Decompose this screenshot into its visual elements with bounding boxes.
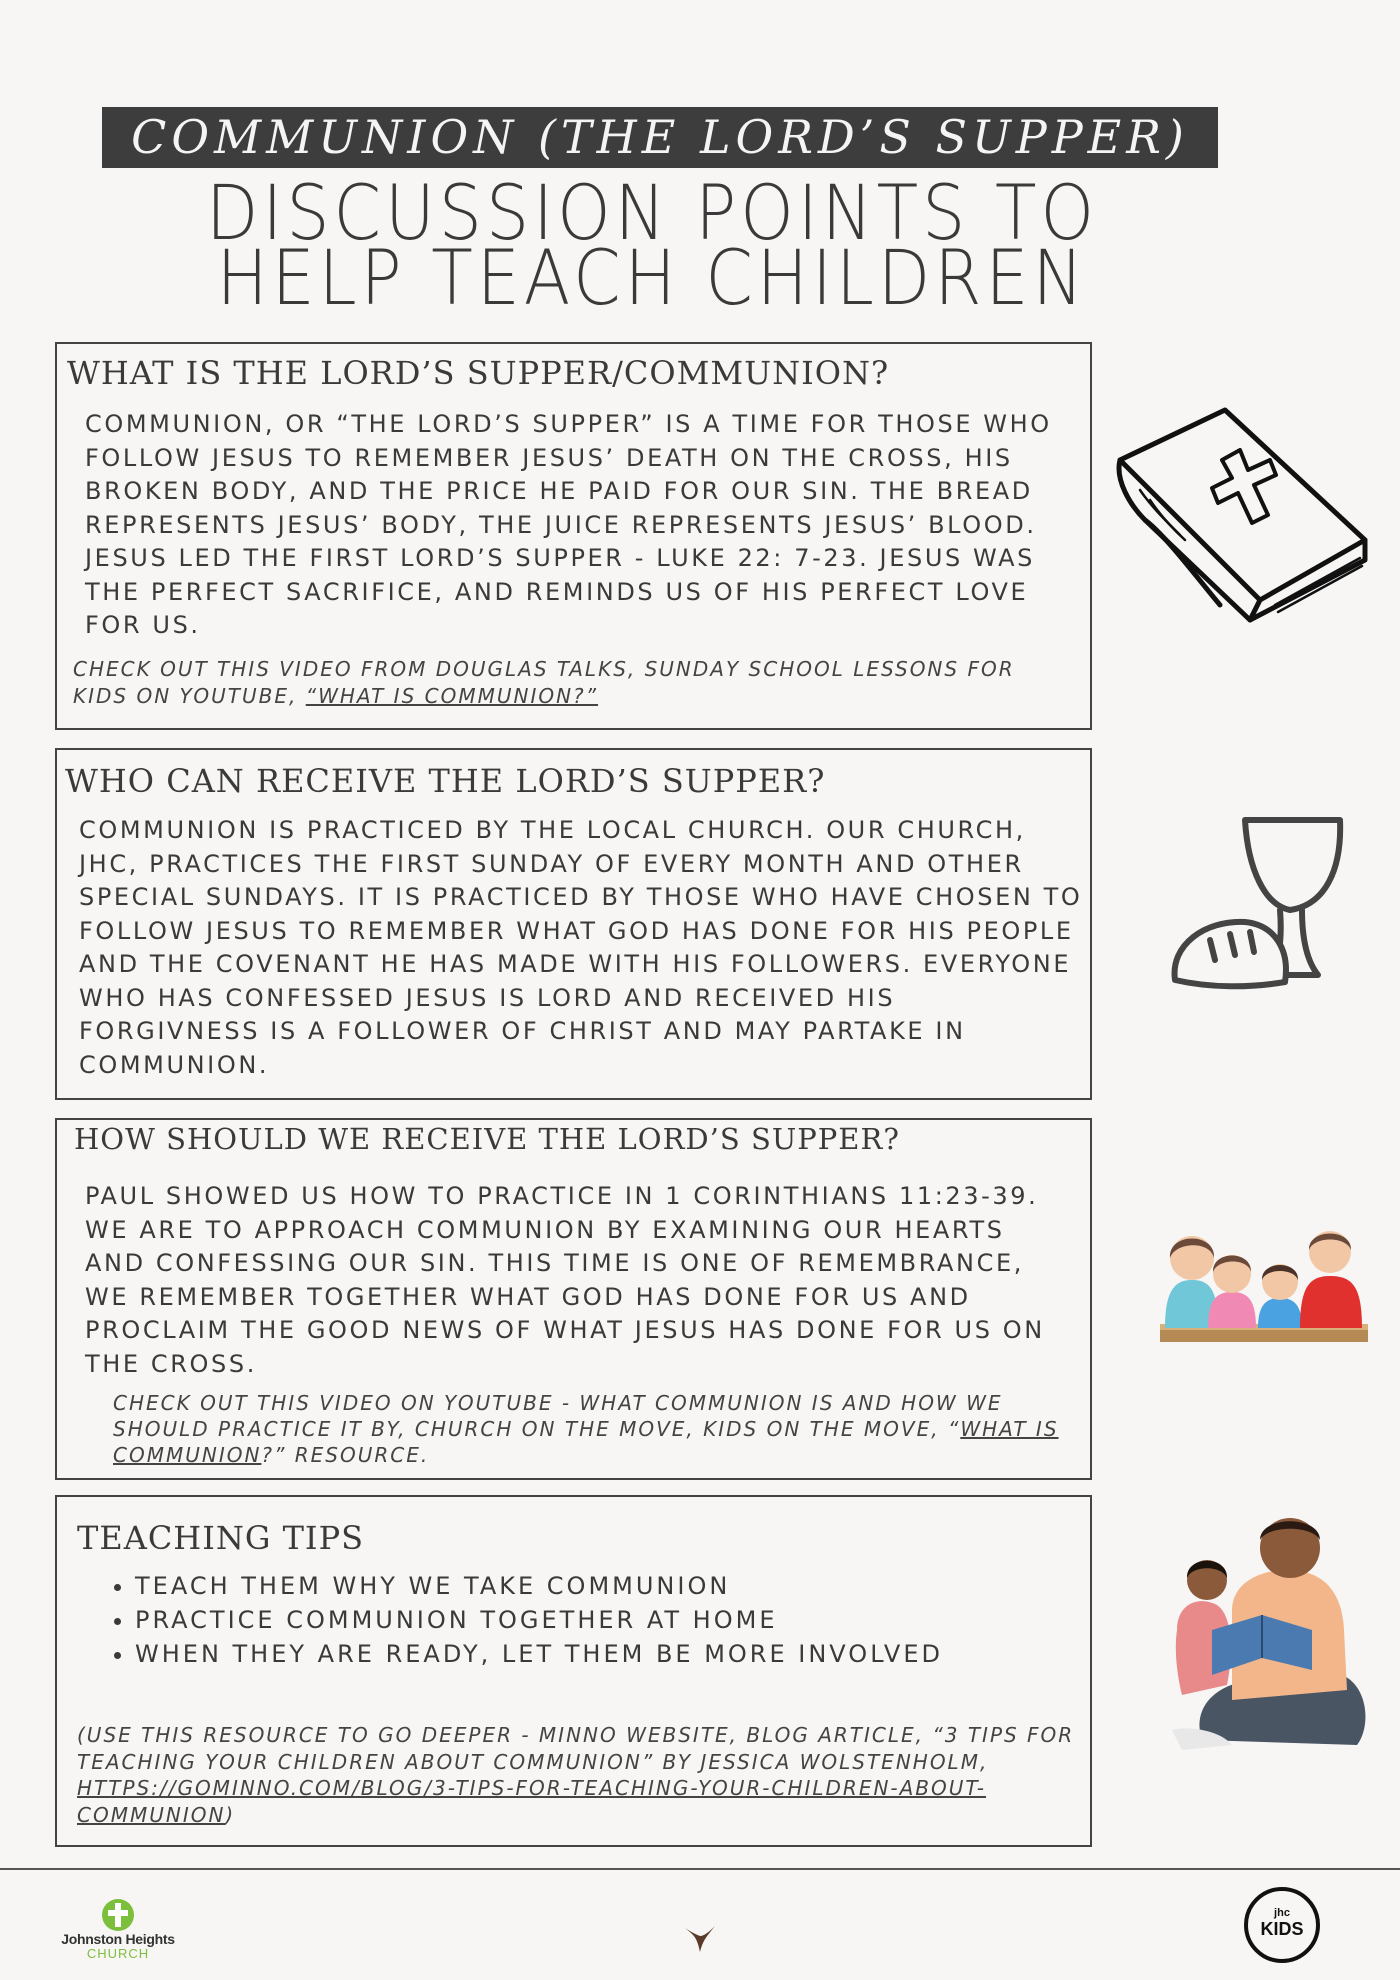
note-text: CHECK OUT THIS VIDEO FROM DOUGLAS TALKS, SUNDAY SCHOOL LESSONS FOR KIDS ON YOUTUBE, xyxy=(73,657,1015,708)
resource-link[interactable]: HTTPS://GOMINNO.COM/BLOG/3-TIPS-FOR-TEACHING-YOUR-CHILDREN-ABOUT-COMMUNION xyxy=(77,1776,986,1827)
kids-logo-top: jhc xyxy=(1274,1907,1290,1919)
list-item: • TEACH THEM WHY WE TAKE COMMUNION xyxy=(135,1569,1095,1603)
sparkle-icon xyxy=(683,1922,717,1956)
praying-family-icon xyxy=(1160,1220,1370,1350)
note-text: CHECK OUT THIS VIDEO ON YOUTUBE - WHAT COMMUNION IS AND HOW WE SHOULD PRACTICE IT BY, CHURCH ON THE MOVE, KIDS ON THE MOVE, “ xyxy=(113,1391,1003,1441)
bible-icon xyxy=(1110,400,1370,630)
video-link[interactable]: “WHAT IS COMMUNION?” xyxy=(305,683,599,708)
note-text: (USE THIS RESOURCE TO GO DEEPER - MINNO WEBSITE, BLOG ARTICLE, “3 TIPS FOR TEACHING YOUR CHILDREN ABOUT COMMUNION” BY JESSICA WOLSTENHOLM, xyxy=(77,1723,1075,1774)
note-suffix: ?” RESOURCE. xyxy=(261,1443,430,1467)
section-who-can xyxy=(55,748,1092,1100)
section-teaching-tips xyxy=(55,1495,1092,1847)
footer-divider xyxy=(0,1868,1400,1870)
page-headline xyxy=(102,169,1202,324)
list-item: • PRACTICE COMMUNION TOGETHER AT HOME xyxy=(135,1603,1095,1637)
section-heading: TEACHING TIPS xyxy=(77,1519,365,1557)
section-heading: WHO CAN RECEIVE THE LORD’S SUPPER? xyxy=(65,762,826,800)
father-reading-icon xyxy=(1172,1510,1372,1760)
section-note xyxy=(113,1390,1073,1468)
church-logo-name: Johnston Heights xyxy=(61,1931,175,1947)
title-banner: COMMUNION (THE LORD’S SUPPER) xyxy=(102,107,1218,168)
list-item: • WHEN THEY ARE READY, LET THEM BE MORE INVOLVED xyxy=(135,1637,1095,1671)
section-body: COMMUNION IS PRACTICED BY THE LOCAL CHURCH. OUR CHURCH, JHC, PRACTICES THE FIRST SUNDAY OF EVERY MONTH AND OTHER SPECIAL SUNDAYS. IT IS PRACTICED BY THOSE WHO HAVE CHOSEN TO FOLLOW JESUS TO REMEMBER WHAT GOD HAS DONE FOR HIS PEOPLE AND THE COVENANT HE HAS MADE WITH HIS FOLLOWERS. EVERYONE WHO HAS CONFESSED JESUS IS LORD AND RECEIVED HIS FORGIVNESS IS A FOLLOWER OF CHRIST AND MAY PARTAKE IN COMMUNION. xyxy=(79,816,1083,1079)
church-logo-sub: CHURCH xyxy=(86,1946,150,1961)
headline-line-1: DISCUSSION POINTS TO xyxy=(205,169,1099,259)
church-logo xyxy=(48,1898,188,1961)
kids-logo-bottom: KIDS xyxy=(1260,1919,1304,1939)
kids-logo xyxy=(1244,1887,1320,1963)
note-suffix: ) xyxy=(225,1802,236,1827)
section-note xyxy=(73,656,1073,709)
section-body: PAUL SHOWED US HOW TO PRACTICE IN 1 CORINTHIANS 11:23-39. WE ARE TO APPROACH COMMUNION BY EXAMINING OUR HEARTS AND CONFESSING OUR SIN. THIS TIME IS ONE OF REMEMBRANCE, WE REMEMBER TOGETHER WHAT GOD HAS DONE FOR US AND PROCLAIM THE GOOD NEWS OF WHAT JESUS HAS DONE FOR US ON THE CROSS. xyxy=(85,1182,1045,1378)
section-note xyxy=(77,1722,1077,1828)
tips-list xyxy=(105,1569,1095,1671)
section-what-is xyxy=(55,342,1092,730)
cross-icon xyxy=(101,1898,135,1932)
section-heading: WHAT IS THE LORD’S SUPPER/COMMUNION? xyxy=(67,354,890,392)
headline-line-2: HELP TEACH CHILDREN xyxy=(216,234,1088,324)
section-heading: HOW SHOULD WE RECEIVE THE LORD’S SUPPER? xyxy=(74,1122,900,1156)
video-link[interactable]: WHAT IS COMMUNION xyxy=(113,1417,1059,1467)
section-how-should xyxy=(55,1118,1092,1480)
section-body: COMMUNION, OR “THE LORD’S SUPPER” IS A TIME FOR THOSE WHO FOLLOW JESUS TO REMEMBER JESUS’ DEATH ON THE CROSS, HIS BROKEN BODY, AND THE PRICE HE PAID FOR OUR SIN. THE BREAD REPRESENTS JESUS’ BODY, THE JUICE REPRESENTS JESUS’ BLOOD. JESUS LED THE FIRST LORD’S SUPPER - LUKE 22: 7-23. JESUS WAS THE PERFECT SACRIFICE, AND REMINDS US OF HIS PERFECT LOVE FOR US. xyxy=(85,410,1052,639)
bread-and-cup-icon xyxy=(1170,810,1350,1000)
